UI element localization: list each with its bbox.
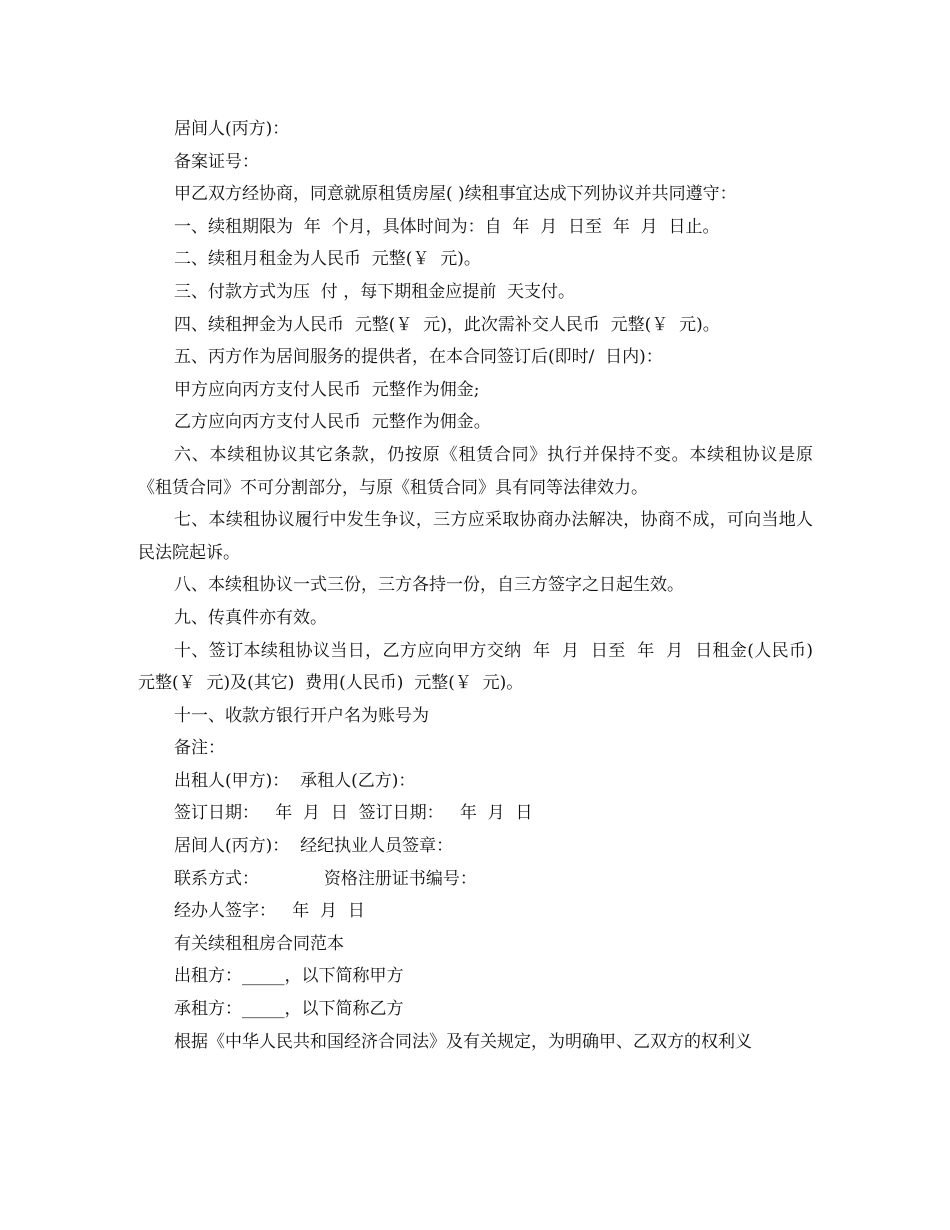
paragraph-contact: 联系方式： 资格注册证书编号： [174, 868, 477, 889]
paragraph-lessee: 承租方：_____，以下简称乙方 [174, 999, 404, 1020]
paragraph-record-number: 备案证号： [174, 151, 259, 172]
paragraph-handler-signature: 经办人签字： 年 月 日 [174, 901, 365, 922]
paragraph-signature-intermediary: 居间人(丙方)： 经纪执业人员签章： [174, 836, 454, 857]
paragraph-section-title: 有关续租租房合同范本 [174, 933, 344, 954]
paragraph-clause-6: 六、本续租协议其它条款，仍按原《租赁合同》执行并保持不变。本续租协议是原《租赁合同》不可分割部分，与原《租赁合同》具有同等法律效力。 [138, 444, 813, 498]
paragraph-legal-basis: 根据《中华人民共和国经济合同法》及有关规定，为明确甲、乙双方的权利义 [174, 1031, 752, 1052]
paragraph-commission-b: 乙方应向丙方支付人民币 元整作为佣金。 [174, 412, 491, 433]
paragraph-clause-1: 一、续租期限为 年 个月，具体时间为：自 年 月 日至 年 月 日止。 [174, 216, 720, 237]
paragraph-lessor: 出租方：_____，以下简称甲方 [174, 966, 404, 987]
paragraph-clause-10: 十、签订本续租协议当日，乙方应向甲方交纳 年 月 日至 年 月 日租金(人民币) 元整(￥ 元)及(其它) 费用(人民币) 元整(￥ 元)。 [138, 640, 824, 694]
document-body [138, 113, 824, 1058]
paragraph-signing-dates: 签订日期： 年 月 日 签订日期： 年 月 日 [174, 803, 533, 824]
paragraph-clause-9: 九、传真件亦有效。 [174, 607, 327, 628]
paragraph-commission-a: 甲方应向丙方支付人民币 元整作为佣金; [174, 379, 480, 400]
paragraph-clause-2: 二、续租月租金为人民币 元整(￥ 元)。 [174, 249, 481, 270]
paragraph-clause-4: 四、续租押金为人民币 元整(￥ 元)，此次需补交人民币 元整(￥ 元)。 [174, 314, 720, 335]
paragraph-clause-5: 五、丙方作为居间服务的提供者，在本合同签订后(即时/ 日内)： [174, 347, 663, 368]
paragraph-clause-3: 三、付款方式为压 付 ，每下期租金应提前 天支付。 [174, 281, 576, 302]
paragraph-signatures-parties: 出租人(甲方)： 承租人(乙方)： [174, 770, 416, 791]
paragraph-preamble: 甲乙双方经协商，同意就原租赁房屋( )续租事宜达成下列协议并共同遵守： [174, 184, 737, 205]
paragraph-intermediary: 居间人(丙方)： [174, 119, 290, 139]
paragraph-clause-8: 八、本续租协议一式三份，三方各持一份，自三方签字之日起生效。 [174, 575, 684, 596]
paragraph-clause-11: 十一、收款方银行开户名为账号为 [174, 705, 429, 726]
paragraph-remarks: 备注： [174, 738, 225, 759]
paragraph-clause-7: 七、本续租协议履行中发生争议，三方应采取协商办法解决，协商不成，可向当地人民法院起诉。 [138, 510, 813, 563]
